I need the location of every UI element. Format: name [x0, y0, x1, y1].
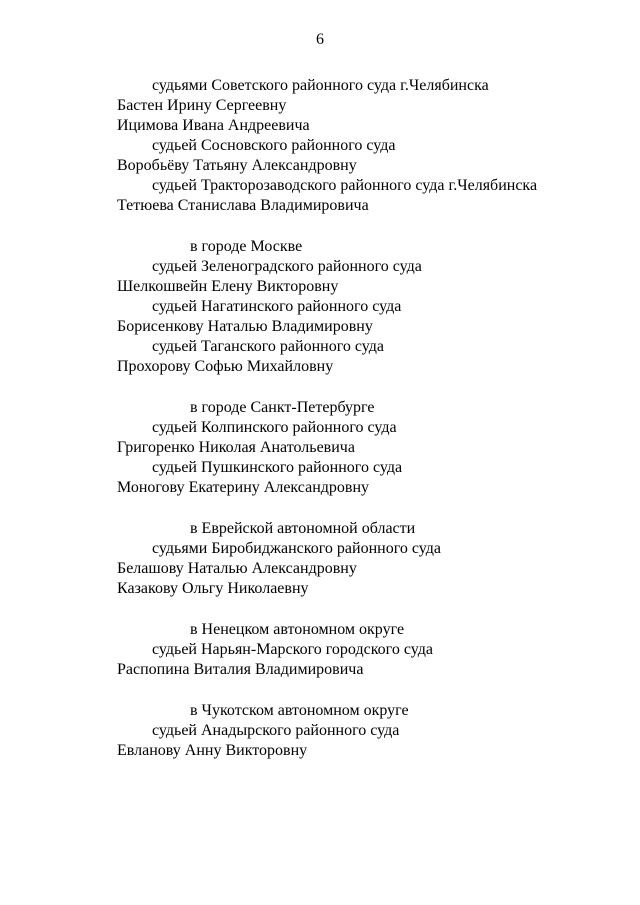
court-line: судьей Зеленоградского районного суда [152, 258, 422, 275]
court-line: судьей Пушкинского районного суда [152, 459, 403, 476]
court-line: судьей Таганского районного суда [152, 338, 384, 355]
person-name: Евланову Анну Викторовну [117, 742, 308, 759]
person-name: Воробьёву Татьяну Александровну [117, 157, 357, 174]
person-name: Шелкошвейн Елену Викторовну [117, 278, 339, 295]
person-name: Белашову Наталью Александровну [117, 560, 357, 577]
appointment-list [117, 76, 617, 761]
region-heading: в городе Санкт-Петербурге [190, 399, 375, 416]
person-name: Бастен Ирину Сергеевну [117, 97, 287, 114]
region-heading: в Еврейской автономной области [190, 520, 416, 537]
court-line: судьей Тракторозаводского районного суда г.Челябинска [152, 177, 538, 194]
section-spacer [117, 680, 617, 701]
person-name: Казакову Ольгу Николаевну [117, 580, 309, 597]
person-name: Тетюева Станислава Владимировича [117, 197, 369, 214]
person-name: Борисенкову Наталью Владимировну [117, 318, 373, 335]
court-line: судьей Нагатинского районного суда [152, 298, 402, 315]
court-line: судьями Советского районного суда г.Челябинска [152, 77, 489, 94]
section-spacer [117, 216, 617, 237]
court-line: судьей Колпинского районного суда [152, 419, 397, 436]
court-line: судьей Нарьян-Марского городского суда [152, 641, 433, 658]
person-name: Ицимова Ивана Андреевича [117, 117, 310, 134]
page-number: 6 [316, 31, 324, 48]
region-heading: в Ненецком автономном округе [190, 621, 405, 638]
court-line: судьей Сосновского районного суда [152, 137, 396, 154]
court-line: судьями Биробиджанского районного суда [152, 540, 441, 557]
person-name: Распопина Виталия Владимировича [117, 661, 364, 678]
court-line: судьей Анадырского районного суда [152, 722, 400, 739]
region-heading: в городе Москве [190, 238, 303, 255]
section-spacer [117, 599, 617, 620]
region-heading: в Чукотском автономном округе [190, 702, 409, 719]
section-spacer [117, 498, 617, 519]
person-name: Григоренко Николая Анатольевича [117, 439, 355, 456]
person-name: Моногову Екатерину Александровну [117, 479, 370, 496]
person-name: Прохорову Софью Михайловну [117, 358, 334, 375]
section-spacer [117, 377, 617, 398]
